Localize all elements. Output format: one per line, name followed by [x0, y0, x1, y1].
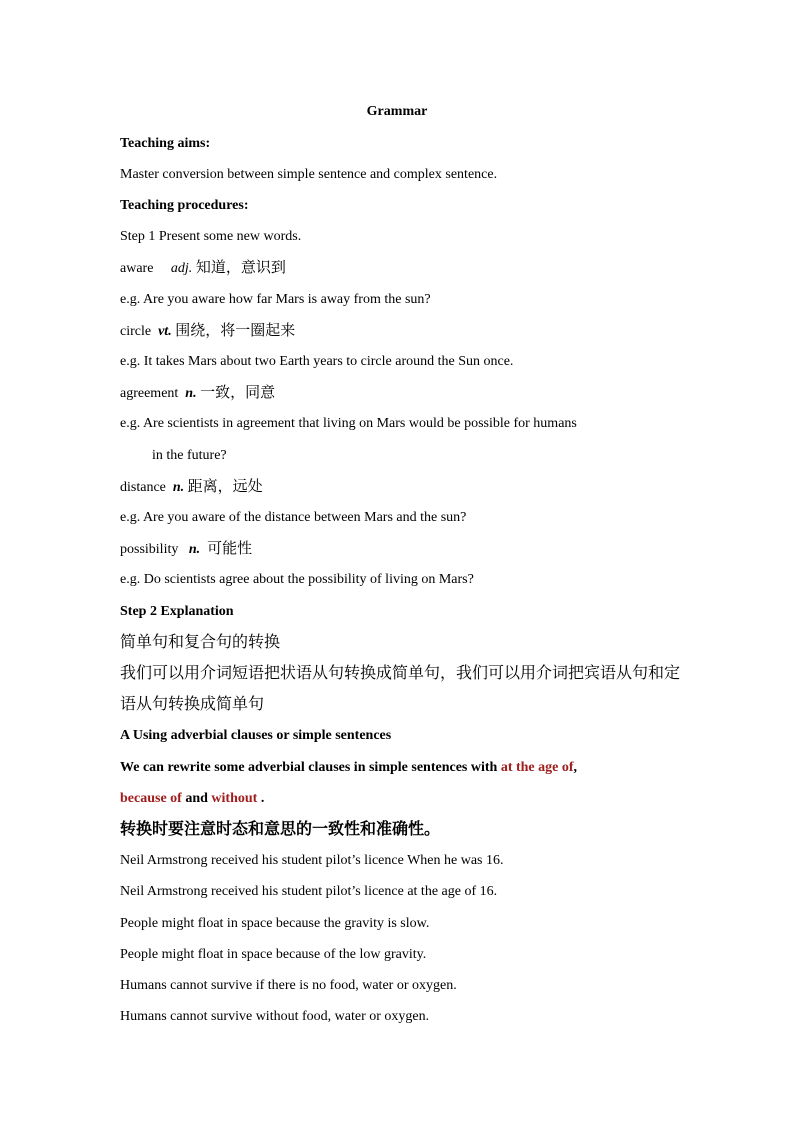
cn-paragraph-line-2: 语从句转换成简单句: [120, 694, 265, 713]
word-example-circle: e.g. It takes Mars about two Earth years to circle around the Sun once.: [120, 354, 514, 369]
word-meaning: 距离，远处: [187, 477, 263, 495]
cn-note: 转换时要注意时态和意思的一致性和准确性。: [120, 819, 441, 838]
word-meaning: 一致，同意: [200, 383, 276, 401]
word-meaning: 可能性: [207, 539, 253, 557]
word-example-agreement: e.g. Are scientists in agreement that living on Mars would be possible for humans: [120, 416, 577, 431]
part-of-speech: n.: [188, 542, 201, 557]
part-of-speech: vt.: [158, 324, 172, 339]
example-sentence: Humans cannot survive if there is no food, water or oxygen.: [120, 978, 457, 993]
word-meaning: 围绕，将一圈起来: [175, 321, 296, 339]
aims-text: Master conversion between simple sentence and complex sentence.: [120, 167, 498, 182]
cn-paragraph-line-1: 我们可以用介词短语把状语从句转换成简单句，我们可以用介词把宾语从句和定: [120, 663, 681, 682]
word: distance: [120, 480, 166, 495]
word-example-possibility: e.g. Do scientists agree about the possibility of living on Mars?: [120, 572, 474, 587]
word-meaning: 知道，意识到: [195, 258, 286, 276]
word-entry-circle: [120, 321, 295, 341]
keyword-because-of: because of: [120, 791, 182, 806]
cn-heading: 简单句和复合句的转换: [120, 632, 281, 651]
step2-heading: Step 2 Explanation: [120, 604, 234, 619]
part-of-speech: n.: [185, 386, 197, 401]
word: circle: [120, 324, 152, 339]
example-sentence: Neil Armstrong received his student pilot’s licence When he was 16.: [120, 853, 504, 868]
word: possibility: [120, 542, 179, 557]
rewrite-line-1: [120, 759, 577, 777]
section-a-heading: A Using adverbial clauses or simple sentences: [120, 728, 392, 743]
keyword-without: without: [211, 791, 258, 806]
example-sentence: People might float in space because of the low gravity.: [120, 947, 427, 962]
word: agreement: [120, 386, 179, 401]
rewrite-line-2: [120, 790, 264, 808]
aims-heading: Teaching aims:: [120, 136, 211, 151]
part-of-speech: adj.: [170, 261, 193, 276]
rewrite-end: .: [257, 791, 265, 806]
word-entry-agreement: [120, 383, 275, 403]
example-sentence: People might float in space because the gravity is slow.: [120, 916, 430, 931]
word-example-distance: e.g. Are you aware of the distance between Mars and the sun?: [120, 510, 467, 525]
rewrite-comma: ,: [573, 760, 578, 775]
rewrite-prefix: We can rewrite some adverbial clauses in simple sentences with: [120, 760, 501, 775]
rewrite-and: and: [181, 791, 212, 806]
word: aware: [120, 261, 154, 276]
procedures-heading: Teaching procedures:: [120, 198, 249, 213]
example-sentence: Neil Armstrong received his student pilot’s licence at the age of 16.: [120, 884, 498, 899]
keyword-at-the-age-of: at the age of: [500, 760, 574, 775]
word-example-aware: e.g. Are you aware how far Mars is away from the sun?: [120, 292, 431, 307]
word-example-agreement-cont: in the future?: [152, 448, 227, 463]
page-title: Grammar: [366, 104, 428, 119]
word-entry-aware: [120, 258, 286, 278]
word-entry-distance: [120, 477, 263, 497]
step1-text: Step 1 Present some new words.: [120, 229, 302, 244]
example-sentence: Humans cannot survive without food, water or oxygen.: [120, 1009, 430, 1024]
part-of-speech: n.: [172, 480, 185, 495]
word-entry-possibility: [120, 539, 252, 559]
